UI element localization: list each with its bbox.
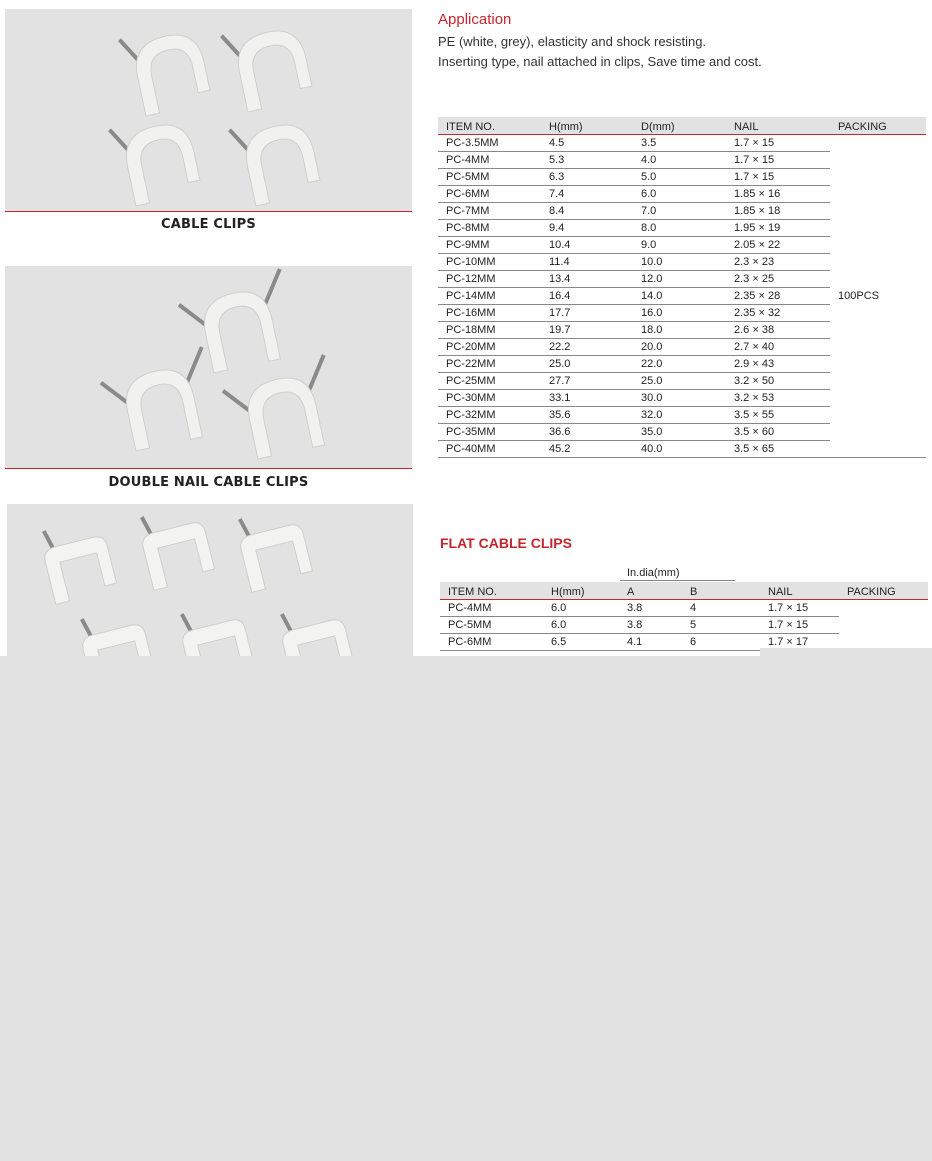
d-cell: 7.0 xyxy=(633,203,726,220)
table-header-row xyxy=(440,582,928,600)
d-cell: 40.0 xyxy=(633,441,726,458)
h-cell: 6.0 xyxy=(543,617,619,634)
d-cell: 6.0 xyxy=(633,186,726,203)
group-underline xyxy=(620,580,735,581)
d-cell: 3.5 xyxy=(633,135,726,152)
item-no-cell: PC-10MM xyxy=(438,254,541,271)
table-row xyxy=(438,135,926,152)
d-cell: 18.0 xyxy=(633,322,726,339)
item-no-cell: PC-8MM xyxy=(438,220,541,237)
table-row xyxy=(440,600,928,617)
nail-cell: 2.7 × 40 xyxy=(726,339,830,356)
nail-cell: 1.7 × 15 xyxy=(750,600,839,617)
h-cell: 6.3 xyxy=(541,169,633,186)
item-no-cell: PC-9MM xyxy=(438,237,541,254)
item-no-cell: PC-6MM xyxy=(440,634,543,651)
item-no-cell: PC-6MM xyxy=(438,186,541,203)
h-cell: 16.4 xyxy=(541,288,633,305)
h-cell: 7.4 xyxy=(541,186,633,203)
nail-cell: 3.5 × 65 xyxy=(726,441,830,458)
header-item-no: ITEM NO. xyxy=(440,582,543,600)
d-cell: 14.0 xyxy=(633,288,726,305)
divider xyxy=(5,211,412,212)
header-d: D(mm) xyxy=(633,117,726,135)
header-item-no: ITEM NO. xyxy=(438,117,541,135)
d-cell: 32.0 xyxy=(633,407,726,424)
h-cell: 13.4 xyxy=(541,271,633,288)
h-cell: 22.2 xyxy=(541,339,633,356)
application-line-2: Inserting type, nail attached in clips, Save time and cost. xyxy=(438,54,762,69)
d-cell: 25.0 xyxy=(633,373,726,390)
cable-clips-table xyxy=(438,117,926,458)
b-cell: 6 xyxy=(682,634,750,651)
h-cell: 25.0 xyxy=(541,356,633,373)
nail-cell: 1.95 × 19 xyxy=(726,220,830,237)
nail-cell: 2.05 × 22 xyxy=(726,237,830,254)
item-no-cell: PC-14MM xyxy=(438,288,541,305)
h-cell: 5.3 xyxy=(541,152,633,169)
item-no-cell: PC-22MM xyxy=(438,356,541,373)
item-no-cell: PC-20MM xyxy=(438,339,541,356)
double-nail-caption: DOUBLE NAIL CABLE CLIPS xyxy=(108,475,309,490)
h-cell: 45.2 xyxy=(541,441,633,458)
b-cell: 4 xyxy=(682,600,750,617)
cable-clips-photo xyxy=(5,9,412,211)
cable-clips-caption: CABLE CLIPS xyxy=(161,217,256,232)
item-no-cell: PC-32MM xyxy=(438,407,541,424)
h-cell: 10.4 xyxy=(541,237,633,254)
nail-cell: 1.85 × 16 xyxy=(726,186,830,203)
a-cell: 3.8 xyxy=(619,600,682,617)
item-no-cell: PC-40MM xyxy=(438,441,541,458)
table-header-row xyxy=(438,117,926,135)
nail-cell: 1.7 × 15 xyxy=(726,135,830,152)
h-cell: 19.7 xyxy=(541,322,633,339)
packing-cell xyxy=(839,600,928,617)
item-no-cell: PC-5MM xyxy=(440,617,543,634)
h-cell: 27.7 xyxy=(541,373,633,390)
nail-cell: 2.3 × 23 xyxy=(726,254,830,271)
a-cell: 3.8 xyxy=(619,617,682,634)
item-no-cell: PC-3.5MM xyxy=(438,135,541,152)
flat-group-header: In.dia(mm) xyxy=(627,567,680,579)
nail-cell: 2.3 × 25 xyxy=(726,271,830,288)
divider xyxy=(5,468,412,469)
h-cell: 4.5 xyxy=(541,135,633,152)
d-cell: 4.0 xyxy=(633,152,726,169)
header-nail: NAIL xyxy=(726,117,830,135)
d-cell: 10.0 xyxy=(633,254,726,271)
d-cell: 16.0 xyxy=(633,305,726,322)
nail-cell: 1.7 × 15 xyxy=(726,152,830,169)
d-cell: 12.0 xyxy=(633,271,726,288)
nail-cell: 3.2 × 50 xyxy=(726,373,830,390)
header-h: H(mm) xyxy=(541,117,633,135)
item-no-cell: PC-16MM xyxy=(438,305,541,322)
application-line-1: PE (white, grey), elasticity and shock resisting. xyxy=(438,34,707,49)
h-cell: 6.5 xyxy=(543,634,619,651)
header-packing: PACKING xyxy=(830,117,926,135)
nail-cell: 3.5 × 55 xyxy=(726,407,830,424)
nail-cell: 2.9 × 43 xyxy=(726,356,830,373)
packing-cell: 100PCS xyxy=(830,135,926,458)
a-cell: 4.1 xyxy=(619,634,682,651)
item-no-cell: PC-4MM xyxy=(438,152,541,169)
d-cell: 20.0 xyxy=(633,339,726,356)
item-no-cell: PC-35MM xyxy=(438,424,541,441)
nail-cell: 3.2 × 53 xyxy=(726,390,830,407)
nail-cell: 1.7 × 15 xyxy=(726,169,830,186)
header-h: H(mm) xyxy=(543,582,619,600)
h-cell: 11.4 xyxy=(541,254,633,271)
item-no-cell: PC-12MM xyxy=(438,271,541,288)
item-no-cell: PC-25MM xyxy=(438,373,541,390)
b-cell: 5 xyxy=(682,617,750,634)
nail-cell: 1.7 × 17 xyxy=(750,634,839,651)
h-cell: 35.6 xyxy=(541,407,633,424)
h-cell: 36.6 xyxy=(541,424,633,441)
nail-cell: 1.85 × 18 xyxy=(726,203,830,220)
nail-cell: 2.35 × 28 xyxy=(726,288,830,305)
nail-cell: 1.7 × 15 xyxy=(750,617,839,634)
h-cell: 17.7 xyxy=(541,305,633,322)
d-cell: 9.0 xyxy=(633,237,726,254)
item-no-cell: PC-5MM xyxy=(438,169,541,186)
application-title: Application xyxy=(438,11,512,28)
item-no-cell: PC-30MM xyxy=(438,390,541,407)
loading-overlay-edge xyxy=(760,648,932,656)
flat-cable-clips-title: FLAT CABLE CLIPS xyxy=(440,535,572,551)
h-cell: 6.0 xyxy=(543,600,619,617)
double-nail-clips-photo xyxy=(5,266,412,468)
header-a: A xyxy=(619,582,682,600)
d-cell: 8.0 xyxy=(633,220,726,237)
item-no-cell: PC-18MM xyxy=(438,322,541,339)
d-cell: 5.0 xyxy=(633,169,726,186)
h-cell: 8.4 xyxy=(541,203,633,220)
table-row xyxy=(440,617,928,634)
h-cell: 33.1 xyxy=(541,390,633,407)
h-cell: 9.4 xyxy=(541,220,633,237)
nail-cell: 3.5 × 60 xyxy=(726,424,830,441)
nail-cell: 2.6 × 38 xyxy=(726,322,830,339)
loading-overlay xyxy=(0,656,932,1161)
nail-cell: 2.35 × 32 xyxy=(726,305,830,322)
item-no-cell: PC-7MM xyxy=(438,203,541,220)
header-b: B xyxy=(682,582,750,600)
d-cell: 30.0 xyxy=(633,390,726,407)
d-cell: 22.0 xyxy=(633,356,726,373)
item-no-cell: PC-4MM xyxy=(440,600,543,617)
packing-cell xyxy=(839,617,928,634)
flat-clips-table xyxy=(440,582,928,651)
d-cell: 35.0 xyxy=(633,424,726,441)
header-packing: PACKING xyxy=(839,582,928,600)
flat-clips-photo xyxy=(7,504,413,656)
header-nail: NAIL xyxy=(750,582,839,600)
